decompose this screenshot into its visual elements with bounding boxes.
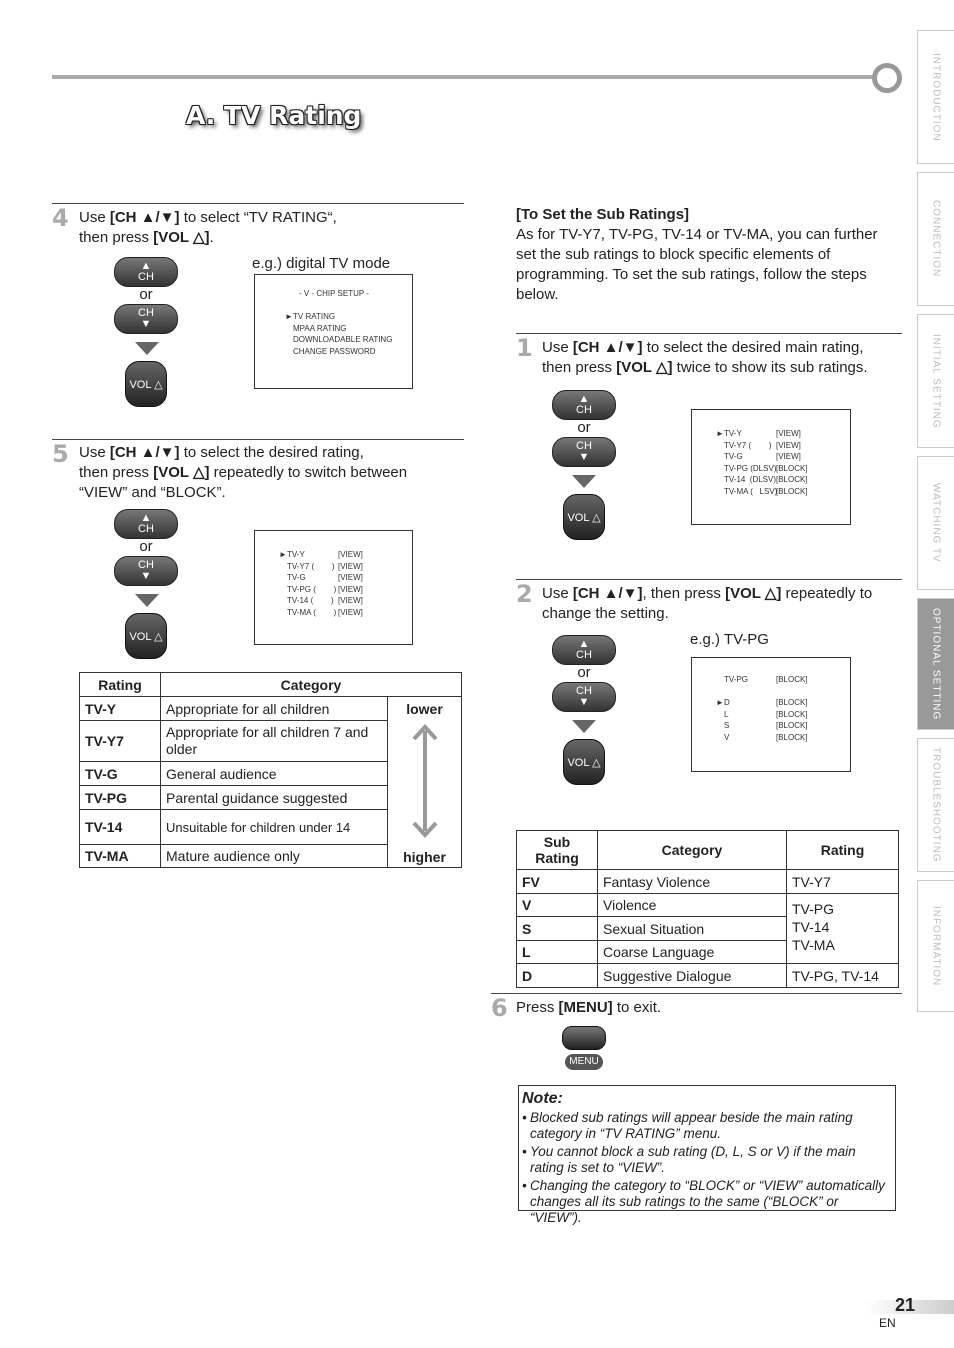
step5-instruction: Use [CH ▲/▼] to select the desired rating, then press [VOL △] repeatedly to switch between “VIEW” and “BLOCK”. <box>79 444 408 501</box>
screen-cursor: ► <box>285 312 293 321</box>
screen-cursor: ► <box>279 550 287 559</box>
step4-number: 4 <box>52 204 69 232</box>
note-item: • Changing the category to “BLOCK” or “VIEW” automatically changes all its sub ratings to the same (“BLOCK” or “VIEW”). <box>522 1178 885 1225</box>
table-header: Category <box>161 673 462 697</box>
category-cell: Parental guidance suggested <box>161 786 388 810</box>
sub-ratings-section <box>516 205 896 305</box>
menu-button[interactable] <box>562 1026 606 1050</box>
category-cell: Suggestive Dialogue <box>598 964 787 988</box>
step6-number: 6 <box>491 994 508 1022</box>
ch-up-button[interactable]: ▲ CH <box>552 390 616 420</box>
rating-row: TV-PG ( ) [VIEW] <box>287 584 363 594</box>
vol-up-button[interactable]: VOL △ <box>125 361 167 407</box>
category-cell: Coarse Language <box>598 941 787 964</box>
menu-label: MENU <box>565 1054 603 1070</box>
page-language: EN <box>879 1316 896 1330</box>
scale-higher-label: higher <box>403 849 446 865</box>
rating-cell: TV-G <box>80 762 161 786</box>
sub-rating-cell: V <box>517 894 598 917</box>
step6-instruction: Press [MENU] to exit. <box>516 999 662 1016</box>
step2-number: 2 <box>516 580 533 608</box>
ch-up-button[interactable]: ▲ CH <box>114 509 178 539</box>
page-number: 21 <box>895 1295 916 1315</box>
rating-cell: TV-Y7 <box>787 870 899 894</box>
main-rating-row: TV-PG [BLOCK] <box>724 675 808 684</box>
step4-instruction: Use [CH ▲/▼] to select “TV RATING“, then press [VOL △]. <box>79 209 337 246</box>
step1-number: 1 <box>516 334 533 362</box>
rating-row: TV-MA ( LSV) [BLOCK] <box>724 486 808 496</box>
rating-cell: TV-Y7 <box>80 721 161 762</box>
scale-lower-label: lower <box>406 701 443 717</box>
vol-up-button[interactable]: VOL △ <box>563 739 605 785</box>
side-tab-information[interactable]: INFORMATION <box>917 880 954 1012</box>
step1-instruction: Use [CH ▲/▼] to select the desired main rating, then press [VOL △] twice to show its sub ratings. <box>542 339 868 376</box>
sub-rating-cell: L <box>517 941 598 964</box>
rating-row: TV-G [VIEW] <box>724 452 801 461</box>
category-cell: Unsuitable for children under 14 <box>161 810 388 845</box>
rating-row: TV-Y [VIEW] <box>287 550 363 559</box>
step5-number: 5 <box>52 440 69 468</box>
vol-up-button[interactable]: VOL △ <box>125 613 167 659</box>
sub-rating-cell: S <box>517 917 598 941</box>
down-arrow-icon <box>572 475 596 488</box>
rating-cell: TV-Y <box>80 697 161 721</box>
merged-rating-cell: TV-PG TV-14 TV-MA <box>787 894 899 964</box>
category-cell: Appropriate for all children 7 and older <box>161 721 388 762</box>
rating-cell: TV-PG, TV-14 <box>787 964 899 988</box>
eg-digital-tv-mode: e.g.) digital TV mode <box>252 255 391 272</box>
rating-row: TV-MA ( ) [VIEW] <box>287 607 363 617</box>
side-tab-connection[interactable]: CONNECTION <box>917 172 954 306</box>
table-header: Rating <box>80 673 161 697</box>
page-title: A. TV Rating <box>186 101 362 130</box>
category-cell: Sexual Situation <box>598 917 787 941</box>
sub-rating-cell: D <box>517 964 598 988</box>
vchip-setup-screen <box>254 274 413 389</box>
or-label: or <box>139 538 153 555</box>
menu-item-mpaa-rating: MPAA RATING <box>293 323 347 333</box>
rating-row: TV-14 ( ) [VIEW] <box>287 596 363 605</box>
ch-down-button[interactable]: CH ▼ <box>114 556 178 586</box>
screen-cursor: ► <box>716 429 724 438</box>
side-tab-optional-setting[interactable]: OPTIONAL SETTING <box>917 598 954 730</box>
rating-row: TV-PG (DLSV) [BLOCK] <box>724 463 808 473</box>
or-label: or <box>577 664 591 681</box>
sub-rating-row: D [BLOCK] <box>724 698 808 707</box>
step5-rule <box>52 439 464 440</box>
or-label: or <box>139 286 153 303</box>
down-arrow-icon <box>135 594 159 607</box>
rating-table <box>79 672 462 868</box>
rating-row: TV-Y7 ( ) [VIEW] <box>724 440 801 450</box>
menu-item-downloadable-rating: DOWNLOADABLE RATING <box>293 335 393 344</box>
side-tab-introduction[interactable]: INTRODUCTION <box>917 30 954 164</box>
ch-up-button[interactable]: ▲ CH <box>114 257 178 287</box>
note-box <box>518 1085 896 1225</box>
category-cell: General audience <box>161 762 388 786</box>
rating-cell: TV-PG <box>80 786 161 810</box>
step6-rule <box>491 993 902 994</box>
note-title: Note: <box>522 1090 563 1107</box>
sub-rating-screen <box>691 409 851 525</box>
table-header: Category <box>598 831 787 870</box>
tv-rating-screen <box>254 530 413 645</box>
ch-up-button[interactable]: ▲ CH <box>552 635 616 665</box>
sub-rating-row: V [BLOCK] <box>724 732 808 742</box>
rating-cell: TV-14 <box>80 810 161 845</box>
rating-row: TV-G [VIEW] <box>287 573 363 582</box>
sub-rating-table <box>516 830 899 988</box>
eg-tv-pg: e.g.) TV-PG <box>690 631 769 648</box>
or-label: or <box>577 419 591 436</box>
sub-rating-cell: FV <box>517 870 598 894</box>
ch-down-button[interactable]: CH ▼ <box>552 682 616 712</box>
side-tab-troubleshooting[interactable]: TROUBLESHOOTING <box>917 738 954 872</box>
table-header: Rating <box>787 831 899 870</box>
note-item: • You cannot block a sub rating (D, L, S or V) if the main rating is set to “VIEW”. <box>522 1144 856 1175</box>
ch-down-button[interactable]: CH ▼ <box>114 304 178 334</box>
side-tab-initial-setting[interactable]: INITIAL SETTING <box>917 314 954 448</box>
category-cell: Appropriate for all children <box>161 697 388 721</box>
table-header: Sub Rating <box>517 831 598 870</box>
category-cell: Fantasy Violence <box>598 870 787 894</box>
sub-rating-row: S [BLOCK] <box>724 721 808 730</box>
step2-instruction: Use [CH ▲/▼], then press [VOL △] repeatedly to change the setting. <box>542 585 873 622</box>
note-item: • Blocked sub ratings will appear beside the main rating category in “TV RATING” menu. <box>522 1110 853 1141</box>
rating-row: TV-Y7 ( ) [VIEW] <box>287 561 363 571</box>
category-cell: Mature audience only <box>161 845 388 868</box>
menu-item-change-password: CHANGE PASSWORD <box>293 346 376 356</box>
rating-row: TV-14 (DLSV) [BLOCK] <box>724 475 808 484</box>
menu-item-tv-rating: TV RATING <box>293 312 336 321</box>
sub-ratings-heading: [To Set the Sub Ratings] <box>516 206 690 223</box>
step2-rule <box>516 579 902 580</box>
category-cell: Violence <box>598 894 787 917</box>
screen-title: - V - CHIP SETUP - <box>299 289 369 298</box>
double-arrow-icon <box>410 723 440 839</box>
scale-column <box>388 697 462 868</box>
side-tab-watching-tv[interactable]: WATCHING TV <box>917 456 954 590</box>
rating-row: TV-Y [VIEW] <box>724 429 801 438</box>
sub-ratings-body: As for TV-Y7, TV-PG, TV-14 or TV-MA, you can further set the sub ratings to block specific elements of programming. To set the sub ratings, follow the steps below. <box>516 226 878 303</box>
down-arrow-icon <box>135 342 159 355</box>
screen-cursor: ► <box>716 698 724 707</box>
down-arrow-icon <box>572 720 596 733</box>
step4-rule <box>52 203 464 204</box>
step1-rule <box>516 333 902 334</box>
header-rule <box>52 75 882 79</box>
ch-down-button[interactable]: CH ▼ <box>552 437 616 467</box>
header-circle-ornament <box>872 63 902 93</box>
vol-up-button[interactable]: VOL △ <box>563 494 605 540</box>
tv-pg-sub-screen <box>691 657 851 772</box>
sub-rating-row: L [BLOCK] <box>724 709 808 719</box>
rating-cell: TV-MA <box>80 845 161 868</box>
